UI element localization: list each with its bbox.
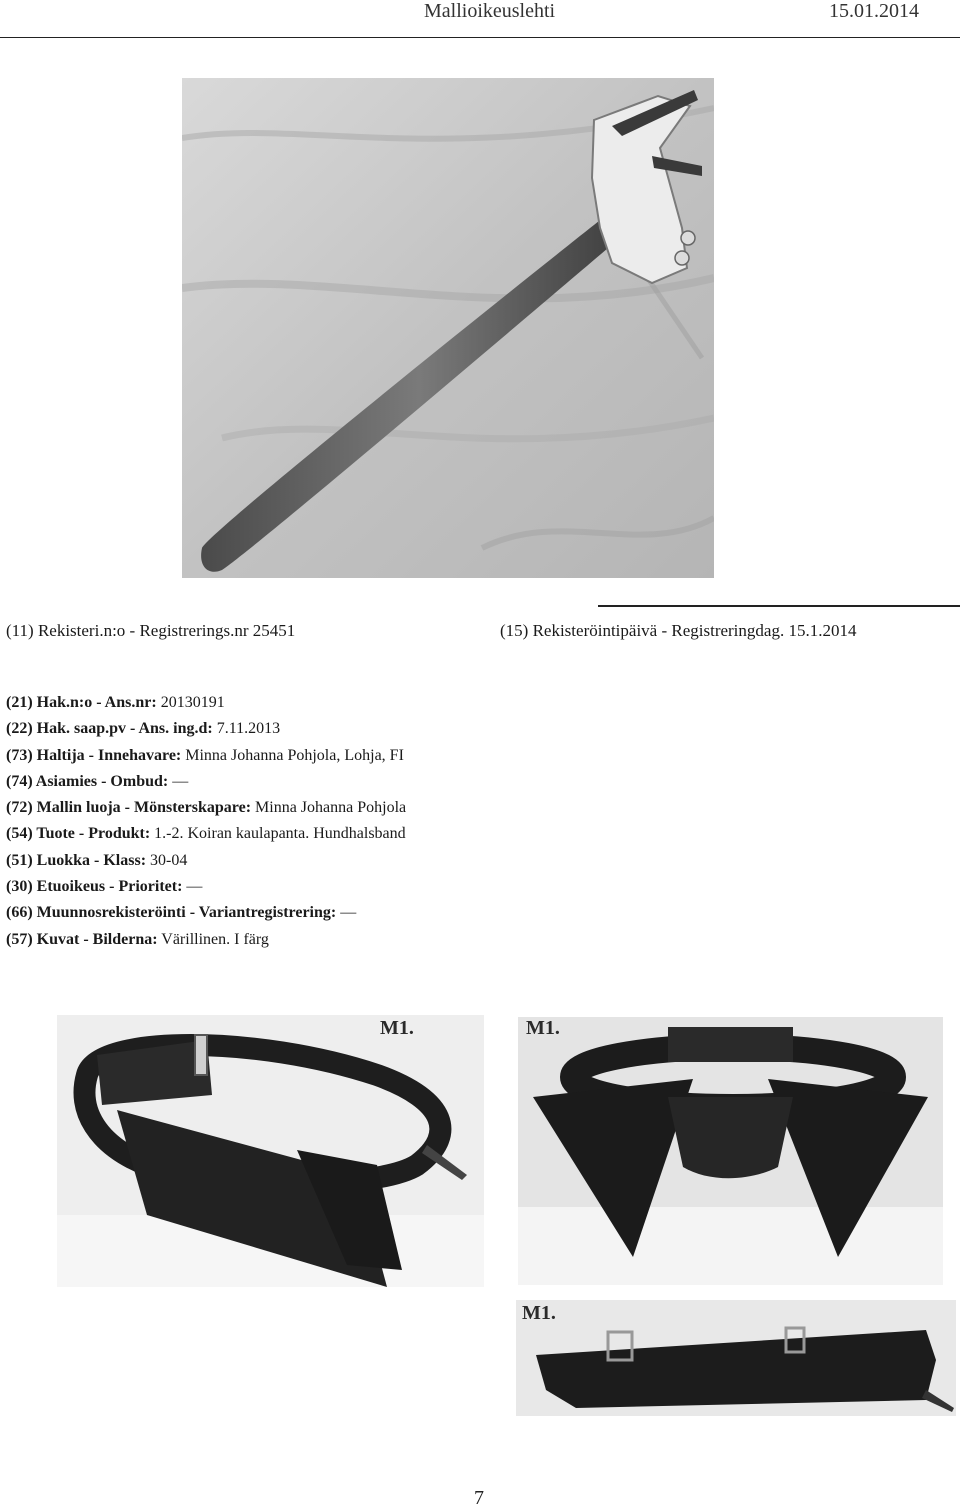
page-header	[0, 0, 960, 40]
field-filing-date: (22) Hak. saap.pv - Ans. ing.d: 7.11.2013	[6, 720, 281, 738]
field-class: (51) Luokka - Klass: 30-04	[6, 851, 188, 869]
publication-date: 15.01.2014	[829, 0, 919, 22]
field-variant-registration: (66) Muunnosrekisteröinti - Variantregistrering: —	[6, 904, 357, 922]
design-photo-axe	[182, 78, 714, 578]
section-divider	[598, 605, 960, 607]
field-designer: (72) Mallin luoja - Mönsterskapare: Minna Johanna Pohjola	[6, 799, 407, 817]
registration-fields	[6, 693, 626, 956]
field-agent: (74) Asiamies - Ombud: —	[6, 772, 189, 790]
design-photo-collar-side	[57, 1015, 484, 1287]
registration-date: (15) Rekisteröintipäivä - Registreringdag. 15.1.2014	[500, 621, 857, 640]
field-holder: (73) Haltija - Innehavare: Minna Johanna Pohjola, Lohja, FI	[6, 746, 404, 764]
field-product: (54) Tuote - Produkt: 1.-2. Koiran kaulapanta. Hundhalsband	[6, 825, 406, 843]
field-application-number: (21) Hak.n:o - Ans.nr: 20130191	[6, 694, 225, 711]
design-photo-collar-front	[518, 1017, 943, 1285]
header-divider	[0, 37, 960, 38]
page-number: 7	[474, 1487, 484, 1509]
figure-label-bottom: M1.	[522, 1302, 556, 1324]
field-priority: (30) Etuoikeus - Prioritet: —	[6, 878, 203, 896]
publication-title: Mallioikeuslehti	[424, 0, 556, 22]
field-images: (57) Kuvat - Bilderna: Värillinen. I färg	[6, 930, 269, 948]
figure-label-right: M1.	[526, 1017, 560, 1039]
figure-label-left: M1.	[380, 1017, 414, 1039]
design-photo-collar-flat	[516, 1300, 956, 1416]
registration-number: (11) Rekisteri.n:o - Registrerings.nr 25451	[6, 621, 296, 640]
